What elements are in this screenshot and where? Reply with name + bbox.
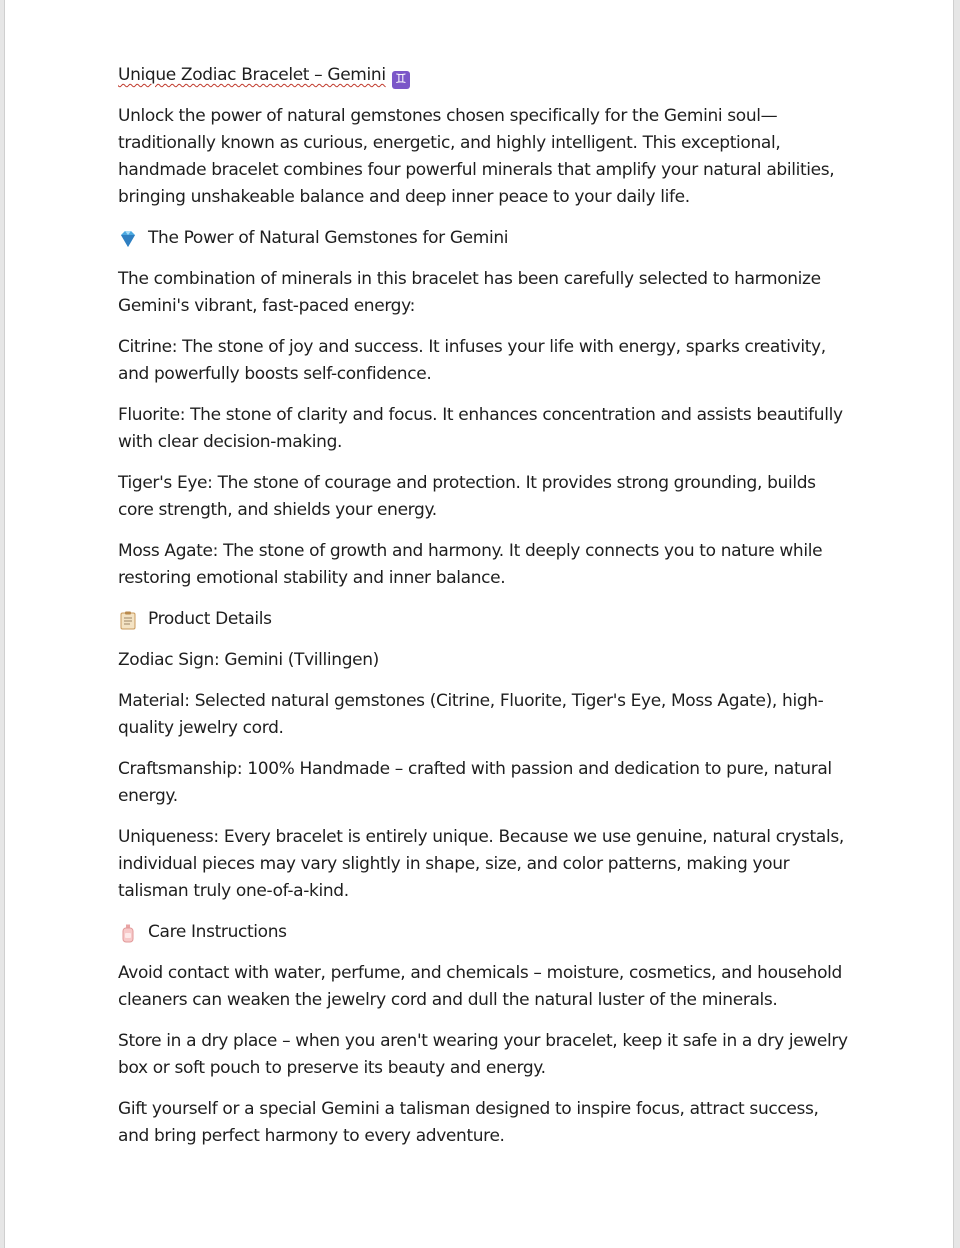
care-heading-text: Care Instructions <box>148 922 287 942</box>
gemstone-item-moss-agate: Moss Agate: The stone of growth and harmony. It deeply connects you to nature while restoring emotional stability and inner balance. <box>118 541 823 588</box>
detail-craftsmanship: Craftsmanship: 100% Handmade – crafted with passion and dedication to pure, natural energy. <box>118 759 832 806</box>
power-lead: The combination of minerals in this bracelet has been carefully selected to harmonize Gemini's vibrant, fast-paced energy: <box>118 269 821 316</box>
detail-material: Material: Selected natural gemstones (Citrine, Fluorite, Tiger's Eye, Moss Agate), high-quality jewelry cord. <box>118 691 824 738</box>
gemstone-item-citrine: Citrine: The stone of joy and success. It infuses your life with energy, sparks creativity, and powerfully boosts self-confidence. <box>118 337 826 384</box>
document-body <box>118 62 853 1164</box>
gemstone-item-tigers-eye: Tiger's Eye: The stone of courage and protection. It provides strong grounding, builds core strength, and shields your energy. <box>118 473 816 520</box>
care-item-store-dry: Store in a dry place – when you aren't wearing your bracelet, keep it safe in a dry jewelry box or soft pouch to preserve its beauty and energy. <box>118 1031 848 1078</box>
clipboard-icon <box>118 610 138 630</box>
section-heading-details <box>118 606 853 633</box>
document-page <box>4 0 954 1248</box>
intro-paragraph: Unlock the power of natural gemstones chosen specifically for the Gemini soul—traditionally known as curious, energetic, and highly intelligent. This exceptional, handmade bracelet combines four powerful minerals that amplify your natural abilities, bringing unshakeable balance and deep inner peace to your daily life. <box>118 106 835 207</box>
detail-zodiac-sign: Zodiac Sign: Gemini (Tvillingen) <box>118 650 379 670</box>
care-item-avoid-contact: Avoid contact with water, perfume, and chemicals – moisture, cosmetics, and household cleaners can weaken the jewelry cord and dull the natural luster of the minerals. <box>118 963 842 1010</box>
section-heading-power <box>118 225 853 252</box>
gemstone-item-fluorite: Fluorite: The stone of clarity and focus. It enhances concentration and assists beautifully with clear decision-making. <box>118 405 843 452</box>
gem-icon <box>118 229 138 249</box>
title-text: Unique Zodiac Bracelet – Gemini <box>118 65 386 85</box>
document-title <box>118 62 853 89</box>
lotion-bottle-icon <box>118 923 138 943</box>
power-heading-text: The Power of Natural Gemstones for Gemini <box>148 228 509 248</box>
detail-uniqueness: Uniqueness: Every bracelet is entirely unique. Because we use genuine, natural crystals, individual pieces may vary slightly in shape, size, and color patterns, making your talisman truly one-of-a-kind. <box>118 827 844 901</box>
closing-paragraph: Gift yourself or a special Gemini a talisman designed to inspire focus, attract success, and bring perfect harmony to every adventure. <box>118 1099 819 1146</box>
details-heading-text: Product Details <box>148 609 272 629</box>
gemini-symbol-icon: ♊ <box>392 71 410 89</box>
section-heading-care <box>118 919 853 946</box>
